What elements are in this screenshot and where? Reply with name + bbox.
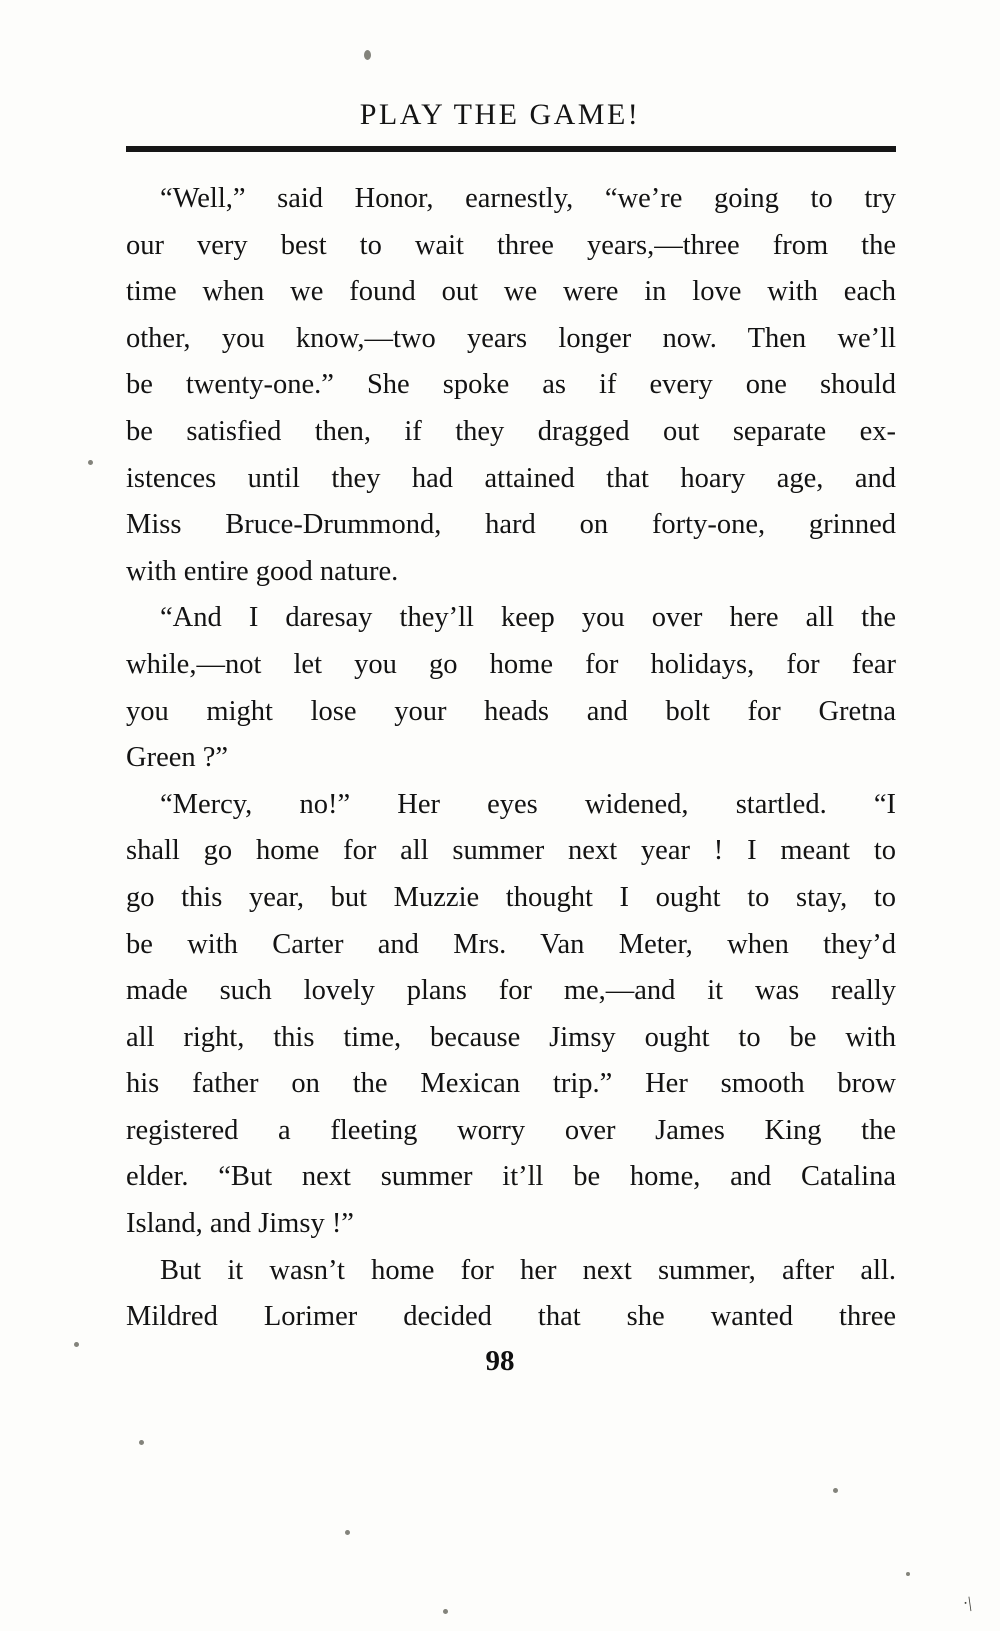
body-text-column bbox=[126, 176, 896, 1341]
line-text: go this year, but Muzzie thought I ought to stay, to bbox=[126, 881, 896, 913]
text-line bbox=[126, 269, 896, 316]
text-line bbox=[126, 642, 896, 689]
text-line bbox=[126, 828, 896, 875]
header-rule bbox=[126, 146, 896, 152]
text-line bbox=[126, 409, 896, 456]
line-text: elder. “But next summer it’ll be home, and Catalina bbox=[126, 1161, 896, 1193]
text-line bbox=[126, 968, 896, 1015]
page-speck bbox=[139, 1440, 144, 1445]
line-text: registered a fleeting worry over James King the bbox=[126, 1114, 896, 1146]
line-text: with entire good nature. bbox=[126, 555, 399, 587]
line-text: his father on the Mexican trip.” Her smooth brow bbox=[126, 1068, 896, 1100]
page-speck bbox=[88, 460, 93, 465]
text-line bbox=[126, 1248, 896, 1295]
line-text: made such lovely plans for me,—and it was really bbox=[126, 975, 896, 1007]
text-line bbox=[126, 1294, 896, 1341]
text-line bbox=[126, 782, 896, 829]
text-line bbox=[126, 502, 896, 549]
page-number: 98 bbox=[485, 1345, 515, 1377]
line-text: Miss Bruce-Drummond, hard on forty-one, grinned bbox=[126, 509, 896, 541]
line-text: Green ?” bbox=[126, 742, 229, 774]
paragraph bbox=[126, 1248, 896, 1341]
text-line bbox=[126, 875, 896, 922]
page-speck bbox=[345, 1530, 350, 1535]
line-text: “Mercy, no!” Her eyes widened, startled. “I bbox=[160, 788, 896, 820]
line-text: you might lose your heads and bolt for Gretna bbox=[126, 695, 896, 727]
text-line bbox=[126, 689, 896, 736]
line-text: Island, and Jimsy !” bbox=[126, 1208, 354, 1240]
text-line bbox=[126, 223, 896, 270]
line-text: istences until they had attained that hoary age, and bbox=[126, 462, 896, 494]
line-text: “Well,” said Honor, earnestly, “we’re going to try bbox=[160, 183, 896, 214]
line-text: all right, this time, because Jimsy ought to be with bbox=[126, 1021, 896, 1053]
page-speck bbox=[906, 1572, 910, 1576]
text-line bbox=[126, 1061, 896, 1108]
corner-mark: ·| bbox=[962, 1594, 974, 1613]
page-speck bbox=[364, 50, 371, 60]
line-text: But it wasn’t home for her next summer, after all. bbox=[160, 1254, 896, 1286]
line-text: be satisfied then, if they dragged out separate ex- bbox=[126, 415, 896, 447]
text-line bbox=[126, 735, 896, 782]
text-line bbox=[126, 1201, 896, 1248]
text-line bbox=[126, 176, 896, 223]
paragraph bbox=[126, 176, 896, 595]
text-line bbox=[126, 456, 896, 503]
line-text: be with Carter and Mrs. Van Meter, when they’d bbox=[126, 928, 896, 960]
paragraph bbox=[126, 782, 896, 1248]
text-line bbox=[126, 1154, 896, 1201]
running-head: PLAY THE GAME! bbox=[359, 98, 641, 131]
line-text: while,—not let you go home for holidays, for fear bbox=[126, 648, 896, 680]
line-text: our very best to wait three years,—three from the bbox=[126, 229, 896, 261]
text-line bbox=[126, 549, 896, 596]
paragraph bbox=[126, 595, 896, 781]
line-text: Mildred Lorimer decided that she wanted three bbox=[126, 1301, 896, 1333]
page-speck bbox=[443, 1609, 448, 1614]
line-text: be twenty-one.” She spoke as if every one should bbox=[126, 369, 896, 401]
line-text: shall go home for all summer next year ! I meant to bbox=[126, 835, 896, 867]
text-line bbox=[126, 595, 896, 642]
text-line bbox=[126, 362, 896, 409]
text-line bbox=[126, 1108, 896, 1155]
page-speck bbox=[833, 1488, 838, 1493]
text-line bbox=[126, 316, 896, 363]
line-text: “And I daresay they’ll keep you over here all the bbox=[160, 602, 896, 634]
text-line bbox=[126, 922, 896, 969]
line-text: time when we found out we were in love with each bbox=[126, 276, 896, 308]
text-line bbox=[126, 1015, 896, 1062]
line-text: other, you know,—two years longer now. Then we’ll bbox=[126, 322, 896, 354]
